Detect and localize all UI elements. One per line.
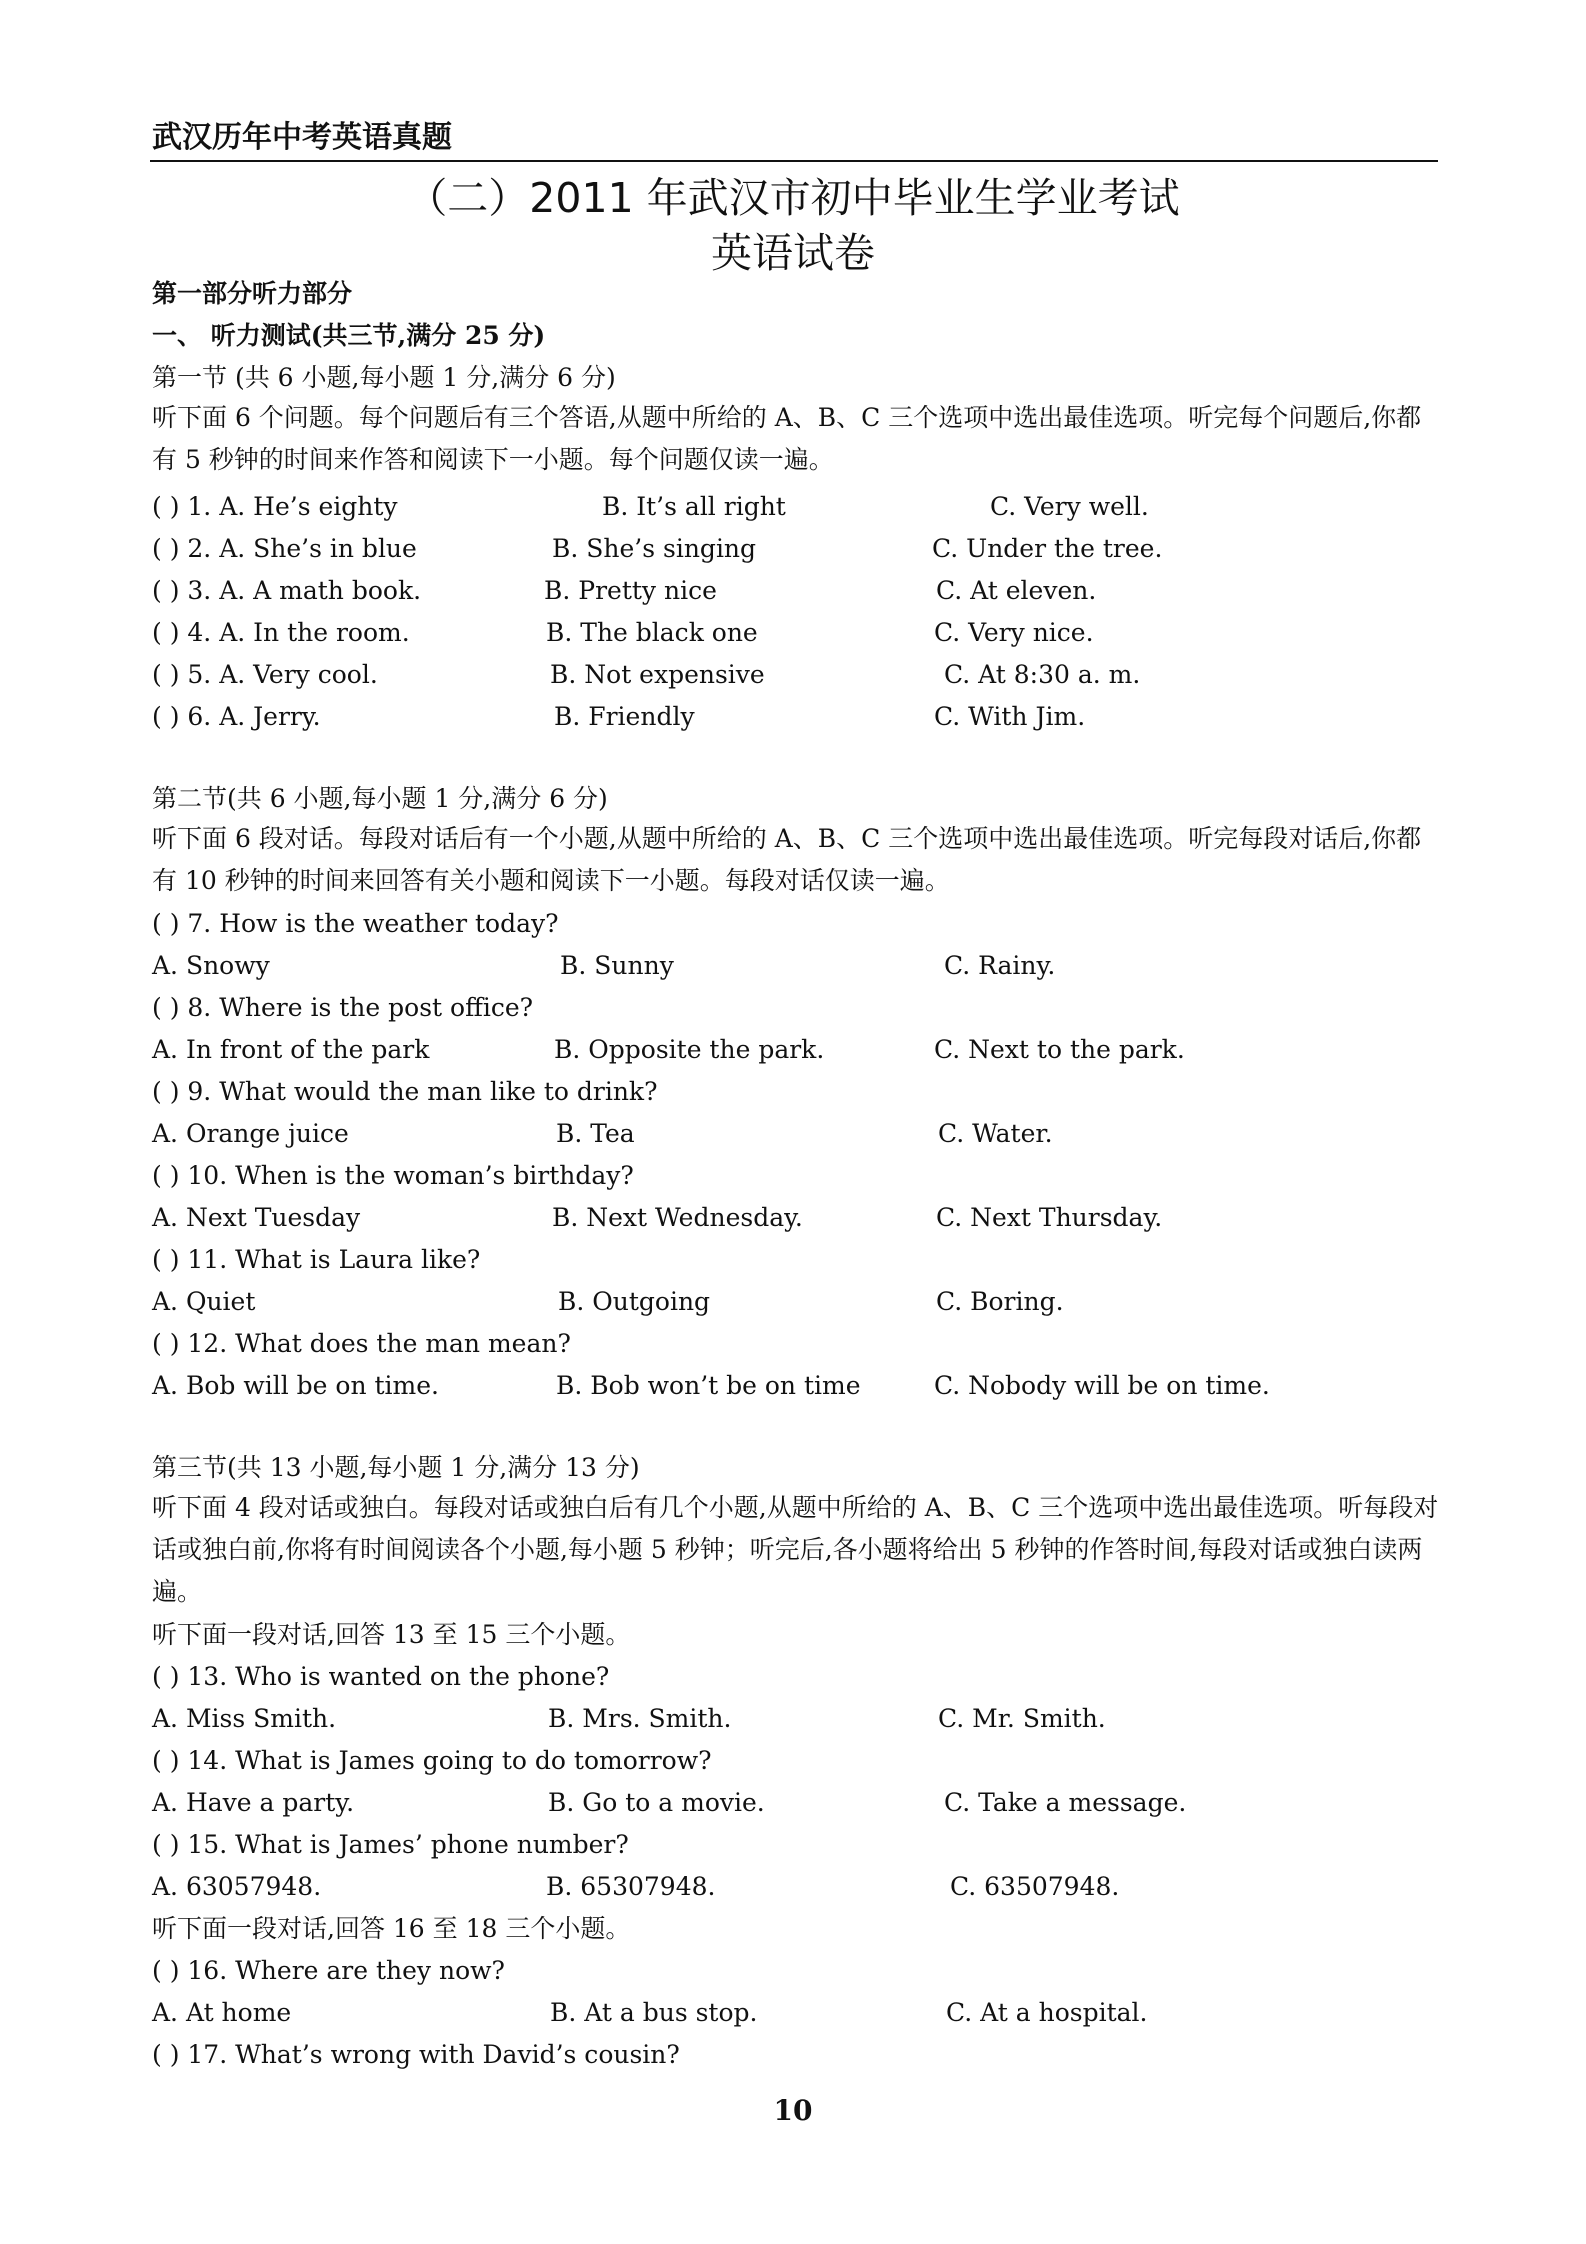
running-header: 武汉历年中考英语真题	[152, 120, 452, 155]
s2-instructions: 听下面 6 段对话。每段对话后有一个小题,从题中所给的 A、B、C 三个选项中选出最佳选项。听完每段对话后,你都有 10 秒钟的时间来回答有关小题和阅读下一小题。每段对话仅读一遍。	[152, 824, 1422, 895]
option-c: C. Boring.	[936, 1287, 1064, 1316]
question-text: ( ) 15. What is James’ phone number?	[152, 1830, 629, 1859]
question-row	[152, 700, 1442, 734]
group-instruction: 听下面一段对话,回答 16 至 18 三个小题。	[152, 1914, 631, 1943]
question-text: ( ) 11. What is Laura like?	[152, 1245, 481, 1274]
question-text: ( ) 12. What does the man mean?	[152, 1329, 571, 1358]
option-c: C. Very nice.	[934, 618, 1094, 647]
option-b: B. Pretty nice	[544, 576, 717, 605]
group-instruction: 听下面一段对话,回答 13 至 15 三个小题。	[152, 1620, 631, 1649]
options-row	[152, 1033, 1442, 1067]
s3-heading: 第三节(共 13 小题,每小题 1 分,满分 13 分)	[152, 1453, 640, 1482]
question-text: ( ) 8. Where is the post office?	[152, 993, 534, 1022]
option-c: C. 63507948.	[950, 1872, 1120, 1901]
question-text: ( ) 10. When is the woman’s birthday?	[152, 1161, 634, 1190]
question-row	[152, 532, 1442, 566]
options-row	[152, 1702, 1442, 1736]
option-b: B. The black one	[546, 618, 758, 647]
option-c: C. Under the tree.	[932, 534, 1163, 563]
option-b: B. Opposite the park.	[554, 1035, 825, 1064]
option-c: C. Rainy.	[944, 951, 1056, 980]
option-c: C. At eleven.	[936, 576, 1097, 605]
question-text: ( ) 4. A. In the room.	[152, 618, 410, 647]
question-row	[152, 490, 1442, 524]
option-b: B. Not expensive	[550, 660, 765, 689]
s2-heading: 第二节(共 6 小题,每小题 1 分,满分 6 分)	[152, 784, 608, 813]
question-text: ( ) 3. A. A math book.	[152, 576, 422, 605]
option-b: B. Bob won’t be on time	[556, 1371, 861, 1400]
part-heading: 第一部分听力部分	[152, 279, 353, 308]
question-text: ( ) 2. A. She’s in blue	[152, 534, 417, 563]
question-row	[152, 616, 1442, 650]
option-a: A. Have a party.	[152, 1788, 355, 1817]
options-row	[152, 1117, 1442, 1151]
option-b: B. She’s singing	[552, 534, 757, 563]
question-row	[152, 574, 1442, 608]
section-heading: 一、 听力测试(共三节,满分 25 分)	[152, 321, 546, 350]
option-b: B. Tea	[556, 1119, 635, 1148]
options-row	[152, 1285, 1442, 1319]
option-a: A. Next Tuesday	[152, 1203, 361, 1232]
question-text: ( ) 16. Where are they now?	[152, 1956, 505, 1985]
option-c: C. Mr. Smith.	[938, 1704, 1106, 1733]
question-text: ( ) 14. What is James going to do tomorrow?	[152, 1746, 712, 1775]
question-row	[152, 658, 1442, 692]
option-a: A. 63057948.	[152, 1872, 322, 1901]
option-a: A. At home	[152, 1998, 292, 2027]
option-c: C. Water.	[938, 1119, 1053, 1148]
option-c: C. Next to the park.	[934, 1035, 1185, 1064]
question-text: ( ) 13. Who is wanted on the phone?	[152, 1662, 610, 1691]
options-row	[152, 1996, 1442, 2030]
question-text: ( ) 5. A. Very cool.	[152, 660, 378, 689]
option-b: B. Next Wednesday.	[552, 1203, 803, 1232]
question-text: ( ) 7. How is the weather today?	[152, 909, 559, 938]
option-a: A. Miss Smith.	[152, 1704, 337, 1733]
s1-instructions: 听下面 6 个问题。每个问题后有三个答语,从题中所给的 A、B、C 三个选项中选出最佳选项。听完每个问题后,你都有 5 秒钟的时间来作答和阅读下一小题。每个问题仅读一遍。	[152, 403, 1422, 474]
option-b: B. At a bus stop.	[550, 1998, 758, 2027]
options-row	[152, 1369, 1442, 1403]
s3-instructions: 听下面 4 段对话或独白。每段对话或独白后有几个小题,从题中所给的 A、B、C 三个选项中选出最佳选项。听每段对话或独白前,你将有时间阅读各个小题,每小题 5 秒钟；听完后,各小题将给出 5 秒钟的作答时间,每段对话或独白读两遍。	[152, 1493, 1439, 1606]
option-c: C. With Jim.	[934, 702, 1086, 731]
option-a: A. Bob will be on time.	[152, 1371, 439, 1400]
header-rule	[150, 160, 1438, 162]
options-row	[152, 1870, 1442, 1904]
option-c: C. At 8:30 a. m.	[944, 660, 1141, 689]
option-a: A. Orange juice	[152, 1119, 349, 1148]
option-c: C. Very well.	[990, 492, 1149, 521]
question-text: ( ) 9. What would the man like to drink?	[152, 1077, 658, 1106]
exam-title: （二）2011 年武汉市初中毕业生学业考试	[406, 174, 1180, 222]
s1-heading: 第一节 (共 6 小题,每小题 1 分,满分 6 分)	[152, 363, 616, 392]
option-b: B. Go to a movie.	[548, 1788, 765, 1817]
option-a: A. In front of the park	[152, 1035, 430, 1064]
question-text: ( ) 1. A. He’s eighty	[152, 492, 398, 521]
options-row	[152, 1201, 1442, 1235]
option-b: B. Mrs. Smith.	[548, 1704, 732, 1733]
option-a: A. Snowy	[152, 951, 270, 980]
option-b: B. Sunny	[560, 951, 674, 980]
options-row	[152, 949, 1442, 983]
question-text: ( ) 17. What’s wrong with David’s cousin?	[152, 2040, 680, 2069]
option-b: B. 65307948.	[546, 1872, 716, 1901]
option-c: C. Take a message.	[944, 1788, 1187, 1817]
option-c: C. Next Thursday.	[936, 1203, 1163, 1232]
option-b: B. Friendly	[554, 702, 695, 731]
option-c: C. Nobody will be on time.	[934, 1371, 1270, 1400]
option-c: C. At a hospital.	[946, 1998, 1148, 2027]
page-number: 10	[773, 2094, 813, 2127]
options-row	[152, 1786, 1442, 1820]
option-b: B. It’s all right	[602, 492, 786, 521]
option-a: A. Quiet	[152, 1287, 256, 1316]
exam-subtitle: 英语试卷	[711, 229, 875, 277]
option-b: B. Outgoing	[558, 1287, 711, 1316]
question-text: ( ) 6. A. Jerry.	[152, 702, 321, 731]
